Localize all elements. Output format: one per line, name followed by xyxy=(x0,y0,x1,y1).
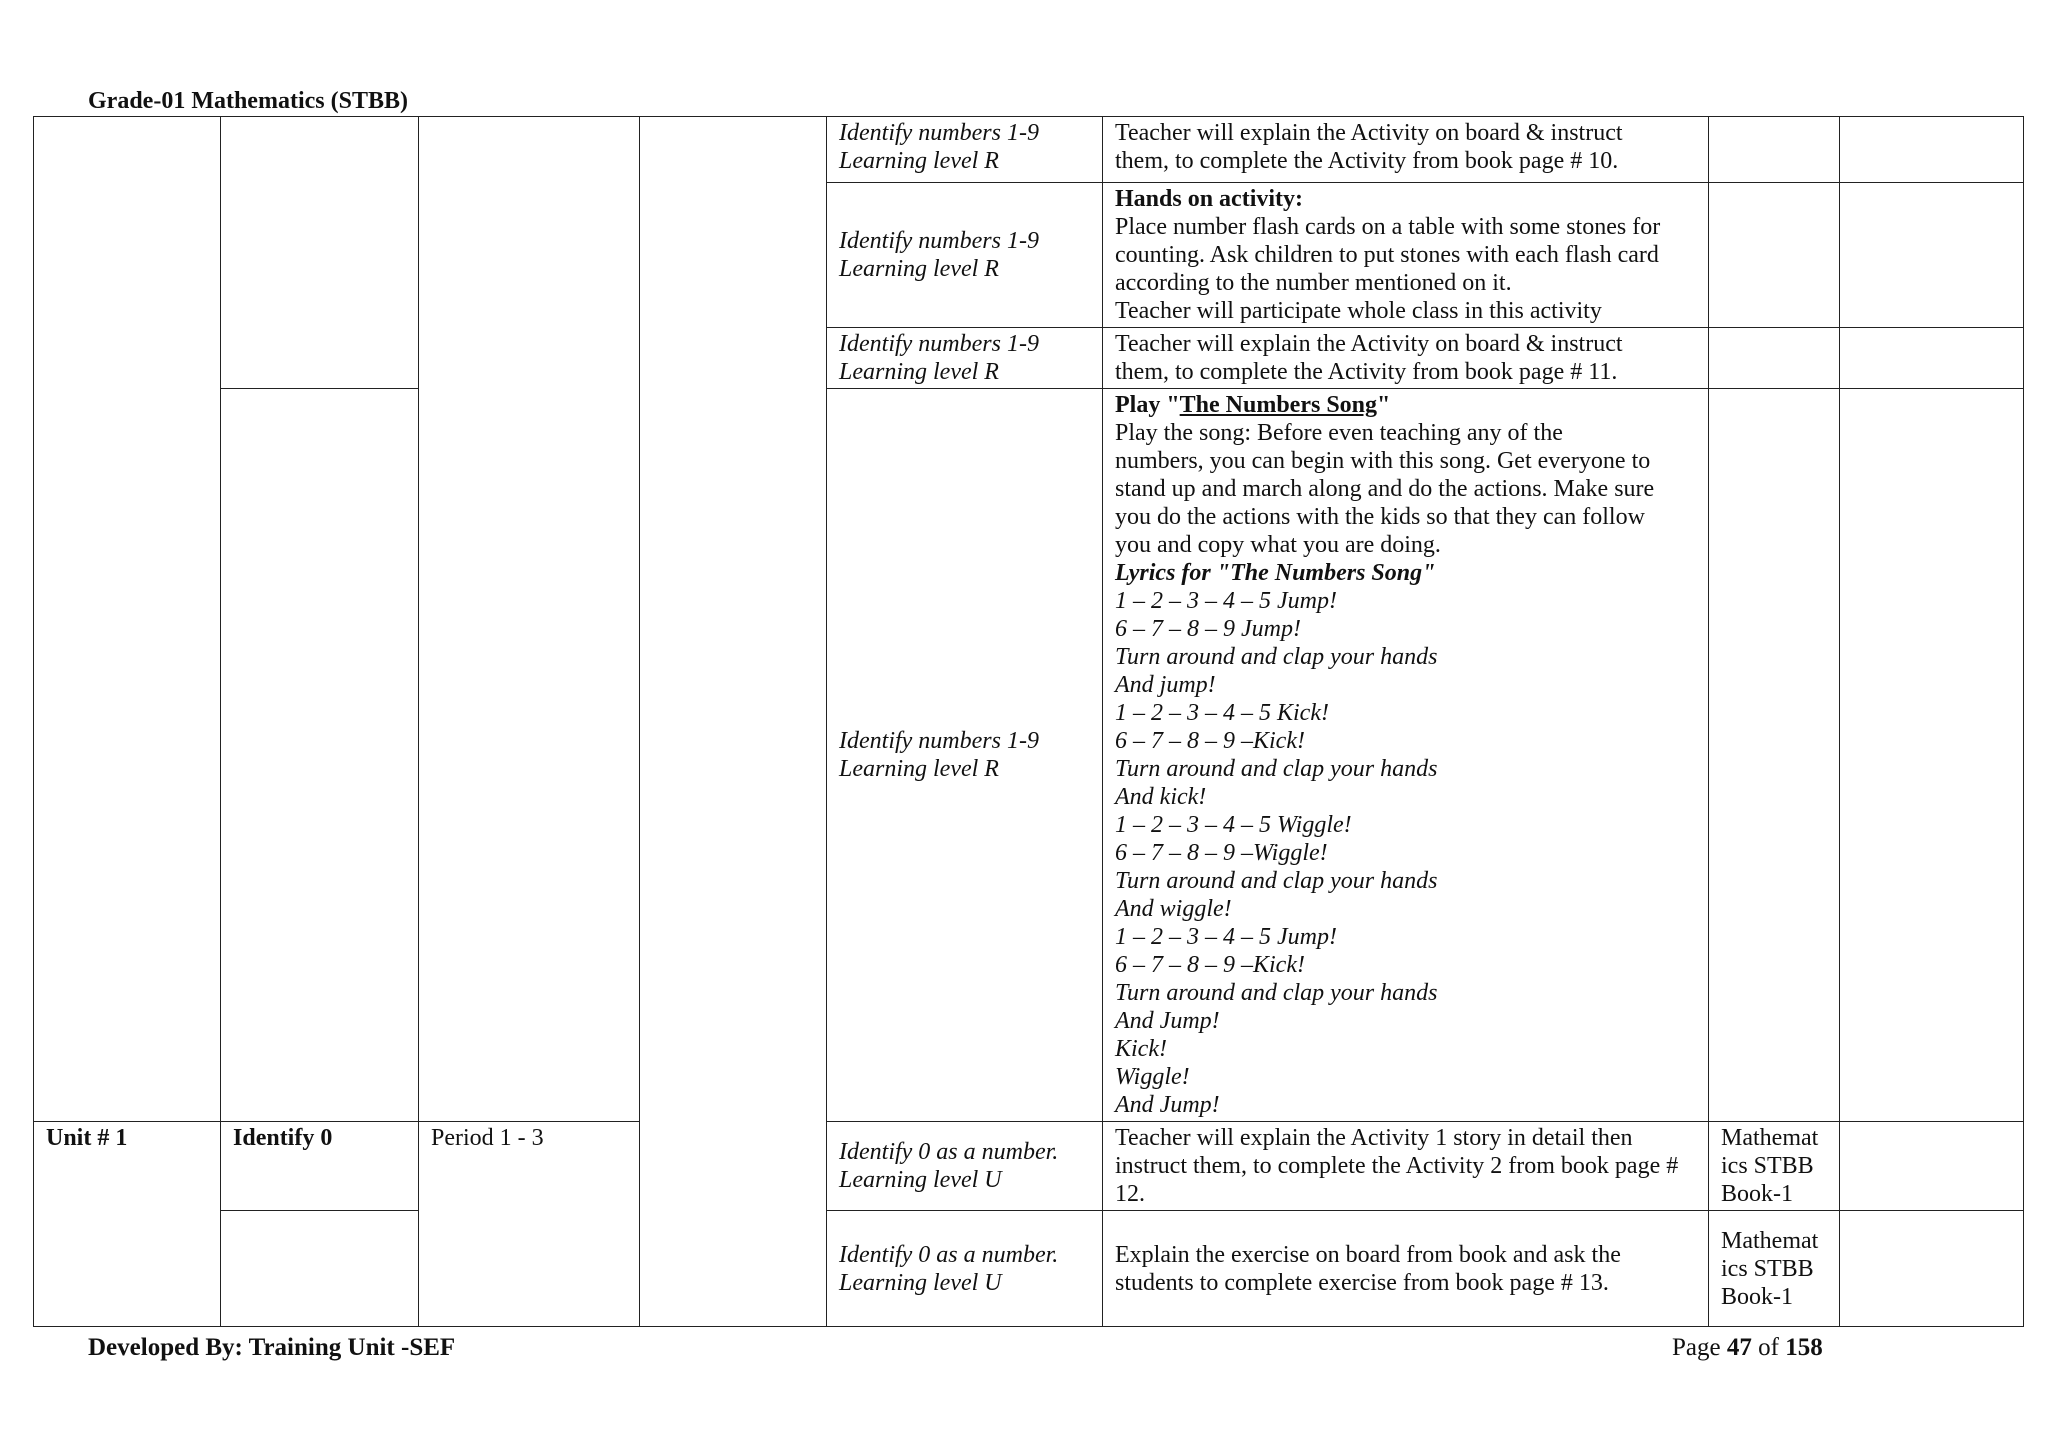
resource-cell xyxy=(1709,389,1840,1122)
learning-level-text: Learning level U xyxy=(839,1269,1002,1296)
activity-text: Place number flash cards on a table with some stones for xyxy=(1115,214,1661,240)
lyric-line: 6 – 7 – 8 – 9 –Wiggle! xyxy=(1115,840,1328,866)
activity-text: 12. xyxy=(1115,1181,1145,1207)
lesson-plan-table xyxy=(33,116,2024,1327)
resource-cell xyxy=(1709,117,1840,183)
activity-cell xyxy=(1103,328,1709,389)
document-header: Grade-01 Mathematics (STBB) xyxy=(88,88,408,114)
resource-text: Book-1 xyxy=(1721,1283,1793,1310)
activity-text: according to the number mentioned on it. xyxy=(1115,270,1512,296)
activity-cell xyxy=(1103,1211,1709,1327)
remarks-cell xyxy=(1840,1122,2024,1211)
topic-cell-empty xyxy=(221,1211,419,1327)
table-row xyxy=(34,389,2024,1122)
table-row xyxy=(34,1211,2024,1327)
period-cell-empty xyxy=(419,117,640,1122)
slo-cell xyxy=(827,1211,1103,1327)
blank-column-cell xyxy=(640,117,827,1327)
resource-cell xyxy=(1709,328,1840,389)
lyric-line: 6 – 7 – 8 – 9 –Kick! xyxy=(1115,952,1305,978)
lyric-line: And Jump! xyxy=(1115,1092,1220,1118)
activity-text: Teacher will explain the Activity on board & instruct xyxy=(1115,331,1623,357)
slo-cell xyxy=(827,328,1103,389)
slo-text: Identify 0 as a number. xyxy=(839,1241,1059,1268)
activity-text: stand up and march along and do the actions. Make sure xyxy=(1115,476,1655,502)
remarks-cell xyxy=(1840,389,2024,1122)
learning-level-text: Learning level R xyxy=(839,148,999,174)
activity-text: them, to complete the Activity from book page # 11. xyxy=(1115,359,1618,385)
lyric-line: And kick! xyxy=(1115,784,1207,810)
slo-text: Identify numbers 1-9 xyxy=(839,120,1039,146)
lyric-line: Turn around and clap your hands xyxy=(1115,644,1438,670)
song-heading: Play "The Numbers Song" xyxy=(1115,392,1391,418)
topic-cell-empty xyxy=(221,117,419,389)
lyric-line: 1 – 2 – 3 – 4 – 5 Wiggle! xyxy=(1115,812,1352,838)
remarks-cell xyxy=(1840,183,2024,328)
lyric-line: And jump! xyxy=(1115,672,1216,698)
table-row xyxy=(34,117,2024,183)
unit-cell-empty xyxy=(34,117,221,1122)
activity-text: them, to complete the Activity from book page # 10. xyxy=(1115,148,1619,174)
resource-text: Mathemat xyxy=(1721,1227,1819,1254)
resource-text: Book-1 xyxy=(1721,1181,1793,1207)
lyric-line: And Jump! xyxy=(1115,1008,1220,1034)
lyric-line: Wiggle! xyxy=(1115,1064,1190,1090)
lyric-line: 1 – 2 – 3 – 4 – 5 Jump! xyxy=(1115,588,1337,614)
slo-cell xyxy=(827,389,1103,1122)
resource-text: ics STBB xyxy=(1721,1153,1814,1179)
lyric-line: 6 – 7 – 8 – 9 –Kick! xyxy=(1115,728,1305,754)
activity-text: students to complete exercise from book page # 13. xyxy=(1115,1269,1609,1296)
slo-cell xyxy=(827,183,1103,328)
activity-text: Teacher will participate whole class in this activity xyxy=(1115,298,1602,324)
activity-text: Play the song: Before even teaching any of the xyxy=(1115,420,1563,446)
activity-cell xyxy=(1103,183,1709,328)
resource-text: Mathemat xyxy=(1721,1125,1819,1151)
learning-level-text: Learning level U xyxy=(839,1167,1002,1193)
learning-level-text: Learning level R xyxy=(839,756,999,782)
learning-level-text: Learning level R xyxy=(839,359,999,385)
resource-text: ics STBB xyxy=(1721,1255,1814,1282)
activity-text: counting. Ask children to put stones with each flash card xyxy=(1115,242,1659,268)
activity-cell xyxy=(1103,389,1709,1122)
slo-text: Identify numbers 1-9 xyxy=(839,728,1039,754)
topic-cell: Identify 0 xyxy=(221,1122,419,1211)
lyric-line: Turn around and clap your hands xyxy=(1115,868,1438,894)
activity-text: numbers, you can begin with this song. Get everyone to xyxy=(1115,448,1651,474)
lyric-line: Kick! xyxy=(1115,1036,1167,1062)
resource-cell xyxy=(1709,1122,1840,1211)
total-pages: 158 xyxy=(1785,1334,1823,1361)
period-cell: Period 1 - 3 xyxy=(419,1122,640,1327)
remarks-cell xyxy=(1840,117,2024,183)
learning-level-text: Learning level R xyxy=(839,256,999,282)
activity-text: Explain the exercise on board from book and ask the xyxy=(1115,1241,1621,1268)
slo-text: Identify numbers 1-9 xyxy=(839,331,1039,357)
footer-developer: Developed By: Training Unit -SEF xyxy=(88,1334,456,1361)
lyric-line: Turn around and clap your hands xyxy=(1115,980,1438,1006)
unit-cell: Unit # 1 xyxy=(34,1122,221,1327)
remarks-cell xyxy=(1840,1211,2024,1327)
activity-cell xyxy=(1103,117,1709,183)
resource-cell xyxy=(1709,183,1840,328)
lyric-line: Turn around and clap your hands xyxy=(1115,756,1438,782)
activity-text: Teacher will explain the Activity on board & instruct xyxy=(1115,120,1623,146)
activity-text: Teacher will explain the Activity 1 story in detail then xyxy=(1115,1125,1633,1151)
lyric-line: 6 – 7 – 8 – 9 Jump! xyxy=(1115,616,1301,642)
slo-text: Identify 0 as a number. xyxy=(839,1139,1059,1165)
slo-cell xyxy=(827,1122,1103,1211)
activity-text: you and copy what you are doing. xyxy=(1115,532,1441,558)
remarks-cell xyxy=(1840,328,2024,389)
activity-text: you do the actions with the kids so that they can follow xyxy=(1115,504,1645,530)
activity-cell xyxy=(1103,1122,1709,1211)
topic-cell-empty xyxy=(221,389,419,1122)
page-number: Page 47 of 158 xyxy=(1672,1334,1823,1361)
current-page: 47 xyxy=(1726,1334,1752,1361)
activity-heading: Hands on activity: xyxy=(1115,186,1304,212)
activity-text: instruct them, to complete the Activity 2 from book page # xyxy=(1115,1153,1679,1179)
resource-cell xyxy=(1709,1211,1840,1327)
slo-text: Identify numbers 1-9 xyxy=(839,228,1039,254)
song-name: The Numbers Song xyxy=(1179,392,1378,418)
lyric-line: 1 – 2 – 3 – 4 – 5 Jump! xyxy=(1115,924,1337,950)
lyrics-heading: Lyrics for "The Numbers Song" xyxy=(1115,560,1436,586)
lyric-line: 1 – 2 – 3 – 4 – 5 Kick! xyxy=(1115,700,1329,726)
lyric-line: And wiggle! xyxy=(1115,896,1232,922)
table-row xyxy=(34,1122,2024,1211)
slo-cell xyxy=(827,117,1103,183)
